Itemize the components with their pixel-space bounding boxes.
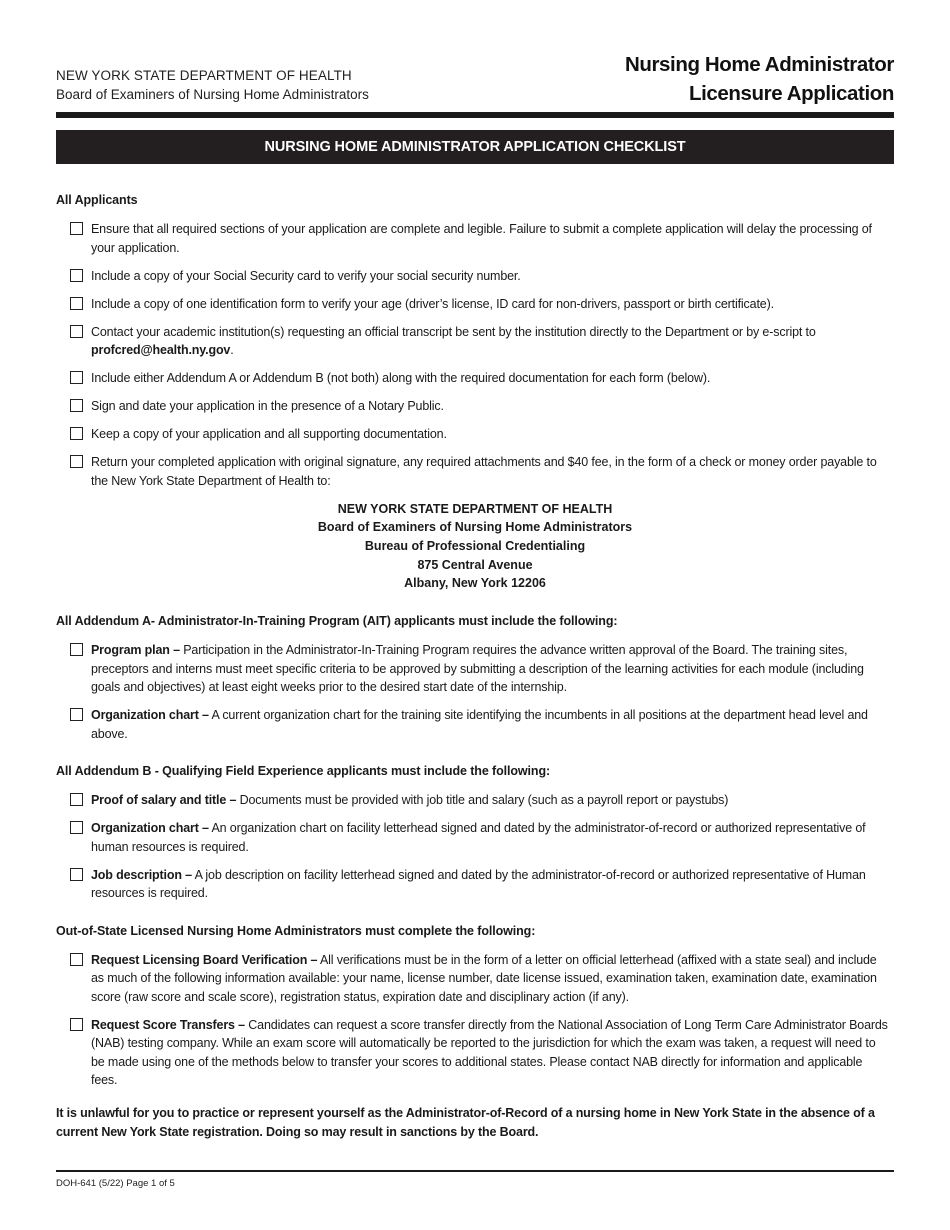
checklist-title-bar: NURSING HOME ADMINISTRATOR APPLICATION CHECKLIST bbox=[56, 130, 894, 164]
item-text bbox=[91, 951, 889, 1007]
form-title-line1: Nursing Home Administrator bbox=[624, 53, 894, 76]
document-header bbox=[56, 0, 894, 112]
item-text bbox=[91, 706, 889, 743]
checkbox[interactable] bbox=[70, 455, 83, 468]
item-description: All verifications must be in the form of a letter on official letterhead (affixed with a state seal) and include as much of the following information available: your name, license number, date license issued, examination taken, examination date, examination score (raw score and scale score), registration status, expiration date and disciplinary action (if any). bbox=[91, 952, 877, 1004]
list-item bbox=[56, 453, 894, 490]
all-applicants-list bbox=[56, 220, 894, 490]
item-label: Organization chart – bbox=[91, 821, 209, 836]
checkbox[interactable] bbox=[70, 325, 83, 338]
item-label: Organization chart – bbox=[91, 708, 209, 723]
item-text: Sign and date your application in the presence of a Notary Public. bbox=[91, 399, 444, 413]
checkbox[interactable] bbox=[70, 1018, 83, 1031]
form-id: DOH-641 (5/22) Page 1 of 5 bbox=[56, 1178, 175, 1189]
item-text: Ensure that all required sections of your application are complete and legible. Failure to submit a complete application will delay the processing of your application. bbox=[91, 222, 872, 255]
item-description: A current organization chart for the training site identifying the incumbents in all positions at the department head level and above. bbox=[91, 708, 868, 741]
list-item bbox=[56, 220, 894, 257]
item-text bbox=[91, 791, 889, 810]
checkbox[interactable] bbox=[70, 868, 83, 881]
footer-divider bbox=[56, 1170, 894, 1172]
address-line: Albany, New York 12206 bbox=[404, 576, 546, 591]
item-description: Candidates can request a score transfer directly from the National Association of Long Term Care Administrator Boards (NAB) testing company. While an exam score will automatically be reported to the jurisdiction for which the exam was taken, a request will need to be made using one of the methods below to transfer your scores to additional states. Please contact NAB directly for information and applicable fees. bbox=[91, 1017, 888, 1088]
header-divider bbox=[56, 112, 894, 118]
checkbox[interactable] bbox=[70, 297, 83, 310]
item-text: Return your completed application with original signature, any required attachments and $40 fee, in the form of a check or money order payable to the New York State Department of Health to: bbox=[91, 455, 877, 488]
checkbox[interactable] bbox=[70, 427, 83, 440]
list-item bbox=[56, 641, 894, 697]
checkbox[interactable] bbox=[70, 708, 83, 721]
item-text bbox=[91, 819, 889, 856]
item-text bbox=[91, 323, 889, 360]
punctuation: . bbox=[230, 343, 234, 357]
list-item bbox=[56, 295, 894, 314]
transcript-text: Contact your academic institution(s) requesting an official transcript be sent by the institution directly to the Department or by e-script to bbox=[91, 324, 816, 339]
address-line: NEW YORK STATE DEPARTMENT OF HEALTH bbox=[337, 501, 613, 516]
checkbox[interactable] bbox=[70, 371, 83, 384]
section-title-addendum-b: All Addendum B - Qualifying Field Experience applicants must include the following: bbox=[56, 764, 551, 779]
item-description: A job description on facility letterhead signed and dated by the administrator-of-record or authorized representative of Human resources is required. bbox=[91, 867, 866, 901]
item-label: Program plan – bbox=[91, 643, 180, 658]
list-item bbox=[56, 819, 894, 856]
checkbox[interactable] bbox=[70, 269, 83, 282]
addendum-a-list bbox=[56, 641, 894, 743]
list-item bbox=[56, 706, 894, 743]
list-item bbox=[56, 369, 894, 388]
item-text: Include a copy of your Social Security card to verify your social security number. bbox=[91, 268, 521, 283]
section-title-out-of-state: Out-of-State Licensed Nursing Home Administrators must complete the following: bbox=[56, 923, 536, 938]
item-text bbox=[91, 1016, 889, 1090]
checkbox[interactable] bbox=[70, 953, 83, 966]
item-text: Include a copy of one identification form to verify your age (driver’s license, ID card for non-drivers, passport or birth certificate). bbox=[91, 296, 774, 311]
mailing-address bbox=[56, 500, 894, 594]
checkbox[interactable] bbox=[70, 821, 83, 834]
agency-name: NEW YORK STATE DEPARTMENT OF HEALTH bbox=[56, 68, 352, 83]
email-link[interactable]: profcred@health.ny.gov bbox=[91, 343, 231, 357]
list-item bbox=[56, 323, 894, 360]
page-footer bbox=[56, 1170, 894, 1189]
addendum-b-list bbox=[56, 791, 894, 903]
address-line: Board of Examiners of Nursing Home Administrators bbox=[317, 520, 633, 535]
list-item bbox=[56, 425, 894, 444]
item-label: Request Licensing Board Verification – bbox=[91, 952, 318, 967]
list-item bbox=[56, 267, 894, 286]
item-text bbox=[91, 641, 889, 697]
address-line: Bureau of Professional Credentialing bbox=[364, 538, 586, 553]
checkbox[interactable] bbox=[70, 399, 83, 412]
checkbox[interactable] bbox=[70, 643, 83, 656]
list-item bbox=[56, 866, 894, 903]
form-title-line2: Licensure Application bbox=[689, 82, 894, 105]
item-description: Documents must be provided with job title and salary (such as a payroll report or paystubs) bbox=[239, 793, 729, 808]
legal-warning: It is unlawful for you to practice or represent yourself as the Administrator-of-Record of a nursing home in New York State in the absence of a current New York State registration. Doing so may result in sanctions by the Board. bbox=[56, 1105, 875, 1139]
item-text: Keep a copy of your application and all supporting documentation. bbox=[91, 427, 447, 441]
checkbox[interactable] bbox=[70, 793, 83, 806]
section-title-all-applicants: All Applicants bbox=[56, 193, 138, 207]
board-name: Board of Examiners of Nursing Home Administrators bbox=[56, 87, 369, 102]
item-label: Job description – bbox=[91, 867, 192, 882]
item-description: An organization chart on facility letterhead signed and dated by the administrator-of-record or authorized representative of human resources is required. bbox=[91, 821, 866, 854]
list-item bbox=[56, 951, 894, 1007]
agency-block bbox=[56, 66, 369, 104]
address-line: 875 Central Avenue bbox=[417, 557, 533, 572]
list-item bbox=[56, 1016, 894, 1090]
list-item bbox=[56, 397, 894, 416]
item-description: Participation in the Administrator-In-Training Program requires the advance written approval of the Board. The training sites, preceptors and interns must meet specific criteria to be approved by submitting a description of the learning activities for each module (including goals and objectives) at least eight weeks prior to the desired start date of the internship. bbox=[91, 643, 864, 695]
list-item bbox=[56, 791, 894, 810]
section-title-addendum-a: All Addendum A- Administrator-In-Training Program (AIT) applicants must include the following: bbox=[56, 614, 618, 629]
checkbox[interactable] bbox=[70, 222, 83, 235]
out-of-state-list bbox=[56, 951, 894, 1090]
item-label: Proof of salary and title – bbox=[91, 793, 237, 808]
item-text bbox=[91, 866, 889, 903]
item-text: Include either Addendum A or Addendum B (not both) along with the required documentation for each form (below). bbox=[91, 371, 711, 385]
form-title bbox=[625, 50, 894, 108]
item-label: Request Score Transfers – bbox=[91, 1017, 245, 1032]
